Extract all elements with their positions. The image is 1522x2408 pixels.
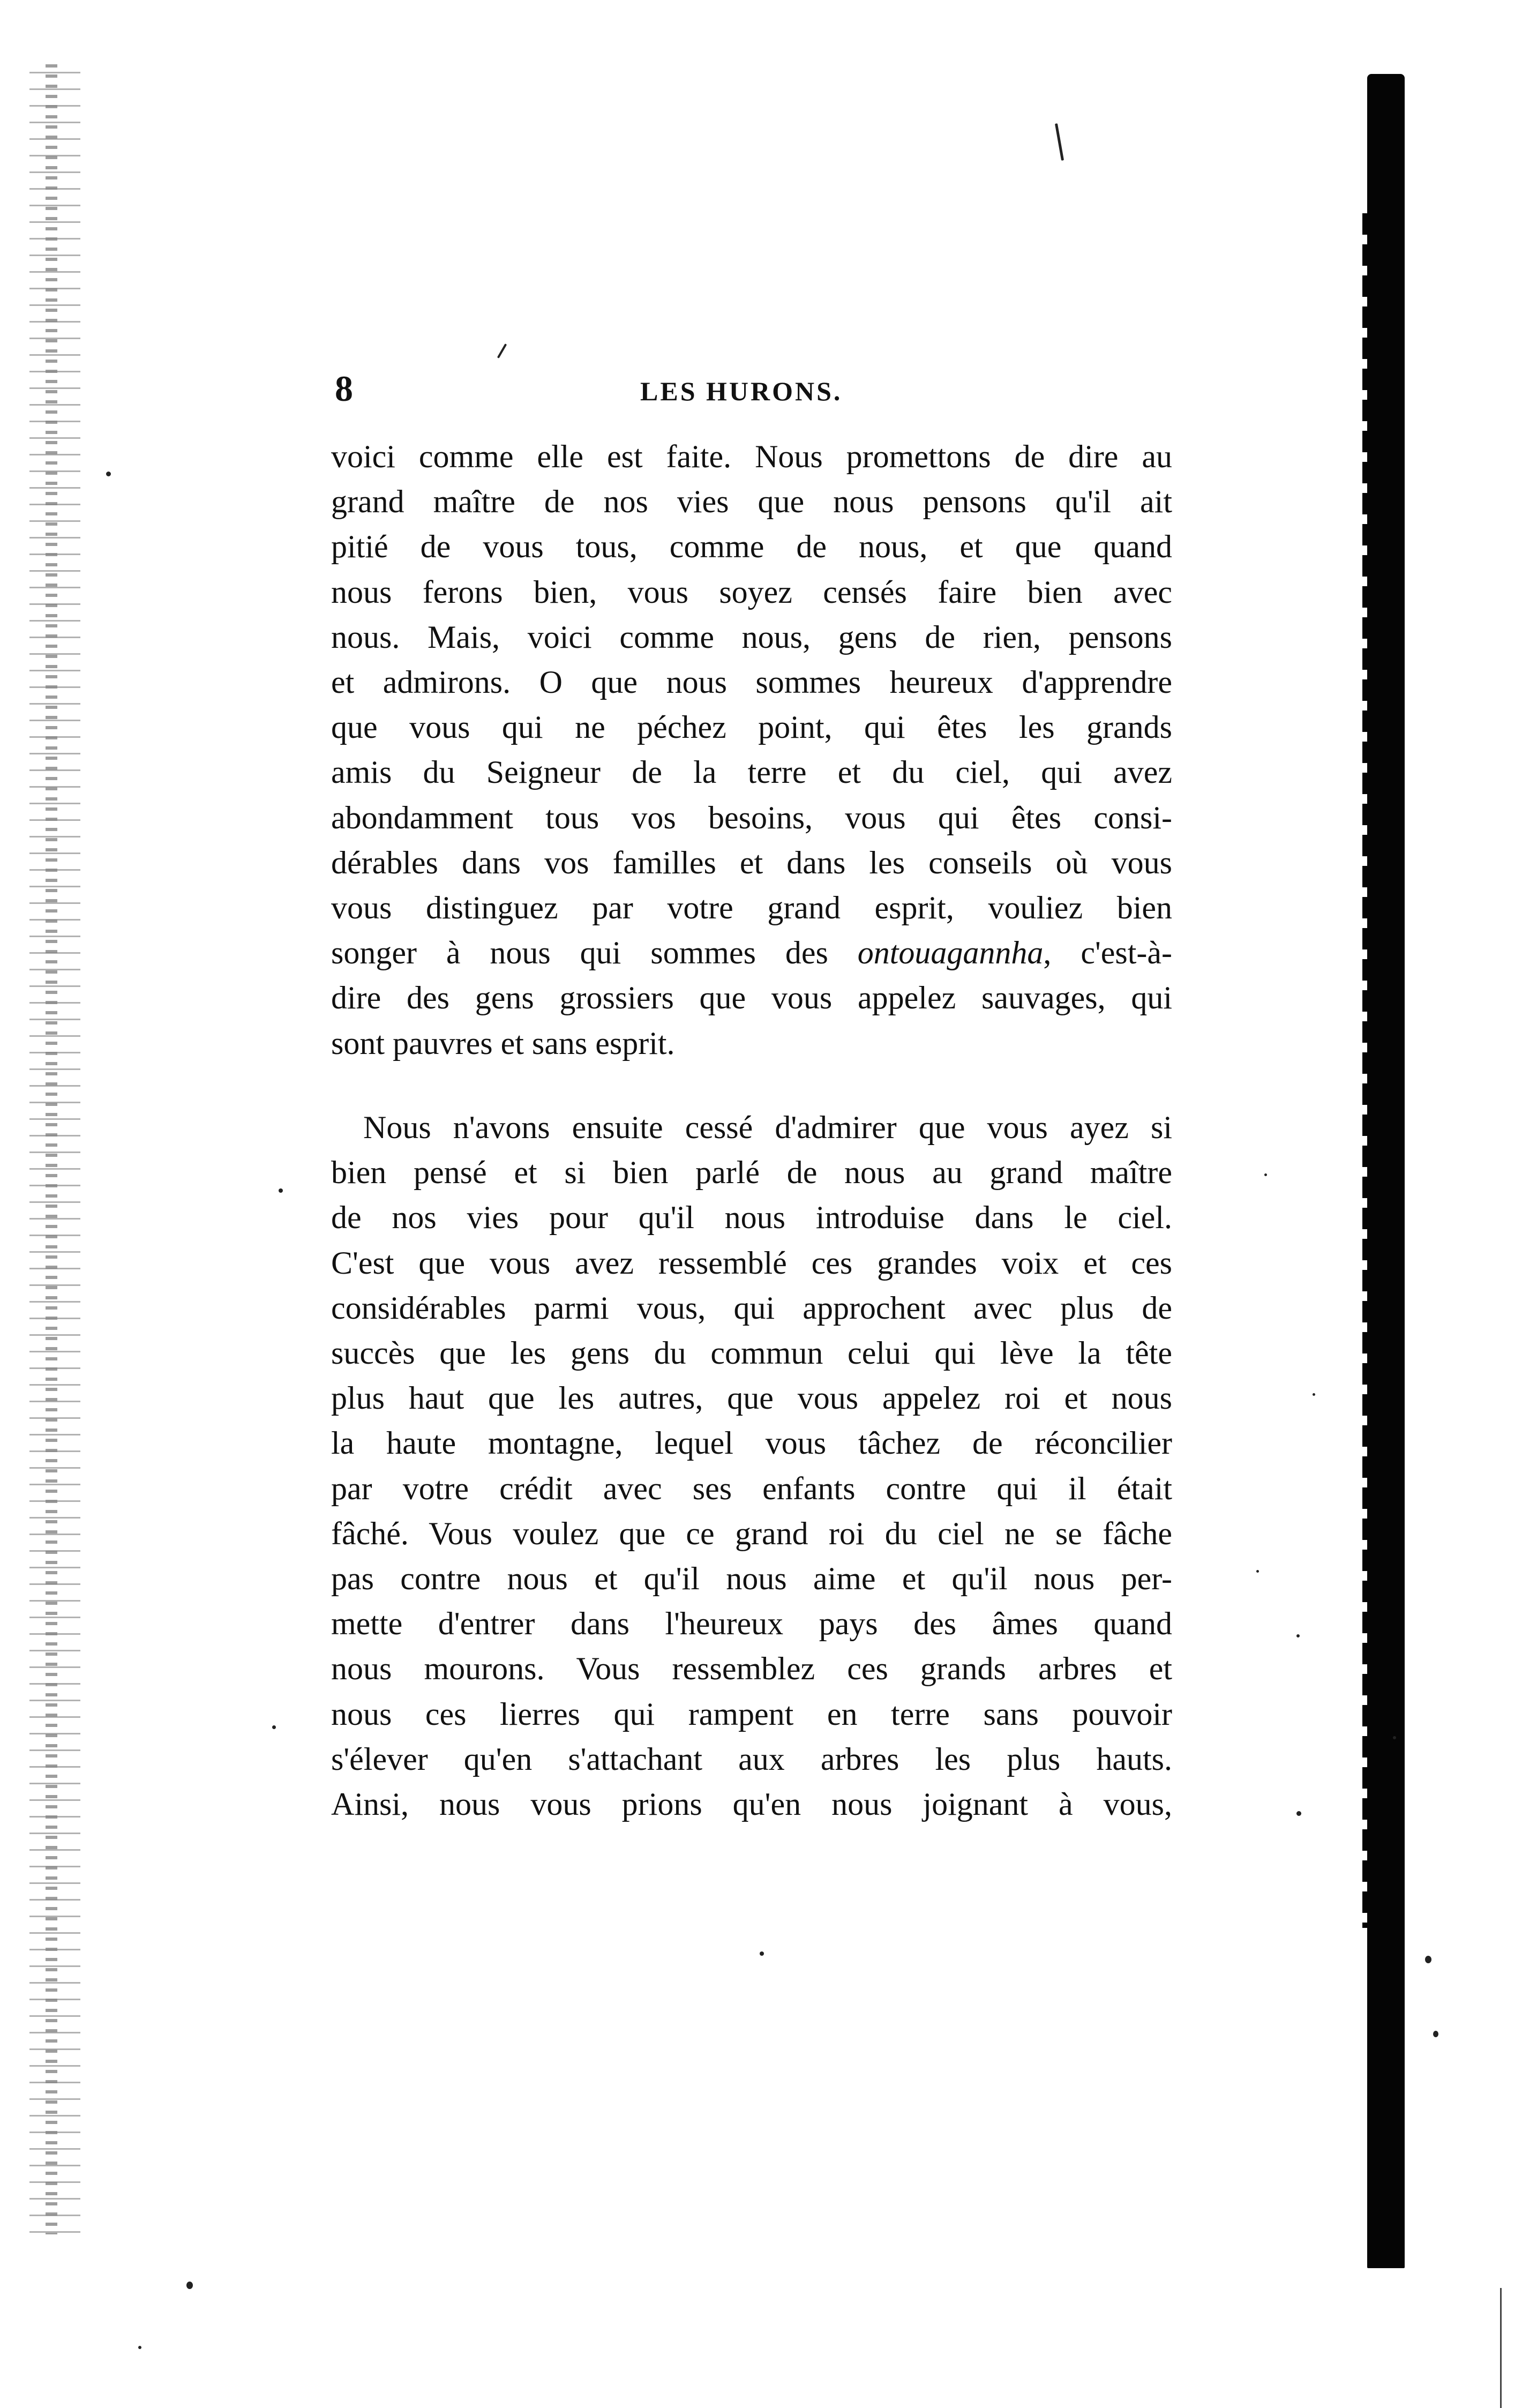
text-line: Ainsi, nous vous prions qu'en nous joignant à vous,: [331, 1786, 1172, 1822]
text-line: de nos vies pour qu'il nous introduise dans le ciel.: [331, 1200, 1172, 1236]
scan-speck: [1264, 1173, 1267, 1176]
text-line: nous ces lierres qui rampent en terre sans pouvoir: [331, 1696, 1172, 1732]
text-line: par votre crédit avec ses enfants contre qui il était: [331, 1470, 1172, 1506]
text-line: la haute montagne, lequel vous tâchez de réconcilier: [331, 1425, 1172, 1461]
scan-speck: [106, 472, 111, 476]
scan-speck: [1393, 1736, 1396, 1739]
right-margin-line: [1500, 2288, 1502, 2408]
italic-term: ontouagannha: [857, 935, 1044, 971]
text-line: Nous n'avons ensuite cessé d'admirer que vous ayez si: [363, 1110, 1172, 1145]
text-line: dérables dans vos familles et dans les conseils où vous: [331, 844, 1172, 880]
text-line: pas contre nous et qu'il nous aime et qu'il nous per-: [331, 1561, 1172, 1597]
text-run: , c'est-à-: [1043, 935, 1173, 971]
left-page-bleed-through: [29, 64, 80, 2234]
text-line: C'est que vous avez ressemblé ces grandes voix et ces: [331, 1245, 1172, 1281]
body-paragraph-1: [331, 434, 1172, 1066]
scan-speck: [1313, 1393, 1315, 1396]
scan-speck: [1296, 1811, 1301, 1816]
scan-speck: [1256, 1570, 1259, 1573]
scan-speck: [1425, 1956, 1431, 1963]
text-line: plus haut que les autres, que vous appelez roi et nous: [331, 1380, 1172, 1416]
scan-speck: [272, 1725, 276, 1729]
body-paragraph-2: [331, 1105, 1172, 1827]
scan-speck: [1055, 123, 1064, 161]
scan-speck: [1433, 2031, 1438, 2037]
text-line: dire des gens grossiers que vous appelez sauvages, qui: [331, 980, 1172, 1016]
scan-speck: [279, 1188, 283, 1193]
text-line: fâché. Vous voulez que ce grand roi du ciel ne se fâche: [331, 1515, 1172, 1551]
text-line: [331, 930, 1172, 975]
scan-speck: [497, 343, 507, 358]
text-line: s'élever qu'en s'attachant aux arbres les plus hauts.: [331, 1741, 1172, 1777]
text-line: que vous qui ne péchez point, qui êtes les grands: [331, 709, 1172, 745]
scan-speck: [138, 2346, 141, 2349]
scan-speck: [760, 1951, 764, 1956]
text-line: mette d'entrer dans l'heureux pays des âmes quand: [331, 1606, 1172, 1642]
text-line: nous mourons. Vous ressemblez ces grands arbres et: [331, 1651, 1172, 1687]
text-line: grand maître de nos vies que nous pensons qu'il ait: [331, 484, 1172, 520]
text-line: considérables parmi vous, qui approchent avec plus de: [331, 1290, 1172, 1326]
text-line: bien pensé et si bien parlé de nous au grand maître: [331, 1155, 1172, 1191]
page-number: 8: [335, 368, 353, 409]
text-line: et admirons. O que nous sommes heureux d'apprendre: [331, 664, 1172, 700]
text-line: pitié de vous tous, comme de nous, et que quand: [331, 529, 1172, 565]
text-line: abondamment tous vos besoins, vous qui êtes consi-: [331, 799, 1172, 835]
text-line: succès que les gens du commun celui qui lève la tête: [331, 1335, 1172, 1371]
text-line: amis du Seigneur de la terre et du ciel, qui avez: [331, 754, 1172, 790]
right-page-edge-shadow: [1367, 74, 1405, 2268]
text-line: sont pauvres et sans esprit.: [331, 1025, 675, 1061]
scan-speck: [1296, 1634, 1300, 1637]
text-run: songer à nous qui sommes des: [331, 935, 858, 971]
scan-speck: [186, 2282, 193, 2289]
running-head: LES HURONS.: [640, 376, 843, 406]
text-line: vous distinguez par votre grand esprit, vouliez bien: [331, 890, 1172, 926]
text-line: nous. Mais, voici comme nous, gens de rien, pensons: [331, 619, 1172, 655]
text-line: nous ferons bien, vous soyez censés faire bien avec: [331, 574, 1172, 610]
text-line: voici comme elle est faite. Nous promettons de dire au: [331, 439, 1172, 474]
